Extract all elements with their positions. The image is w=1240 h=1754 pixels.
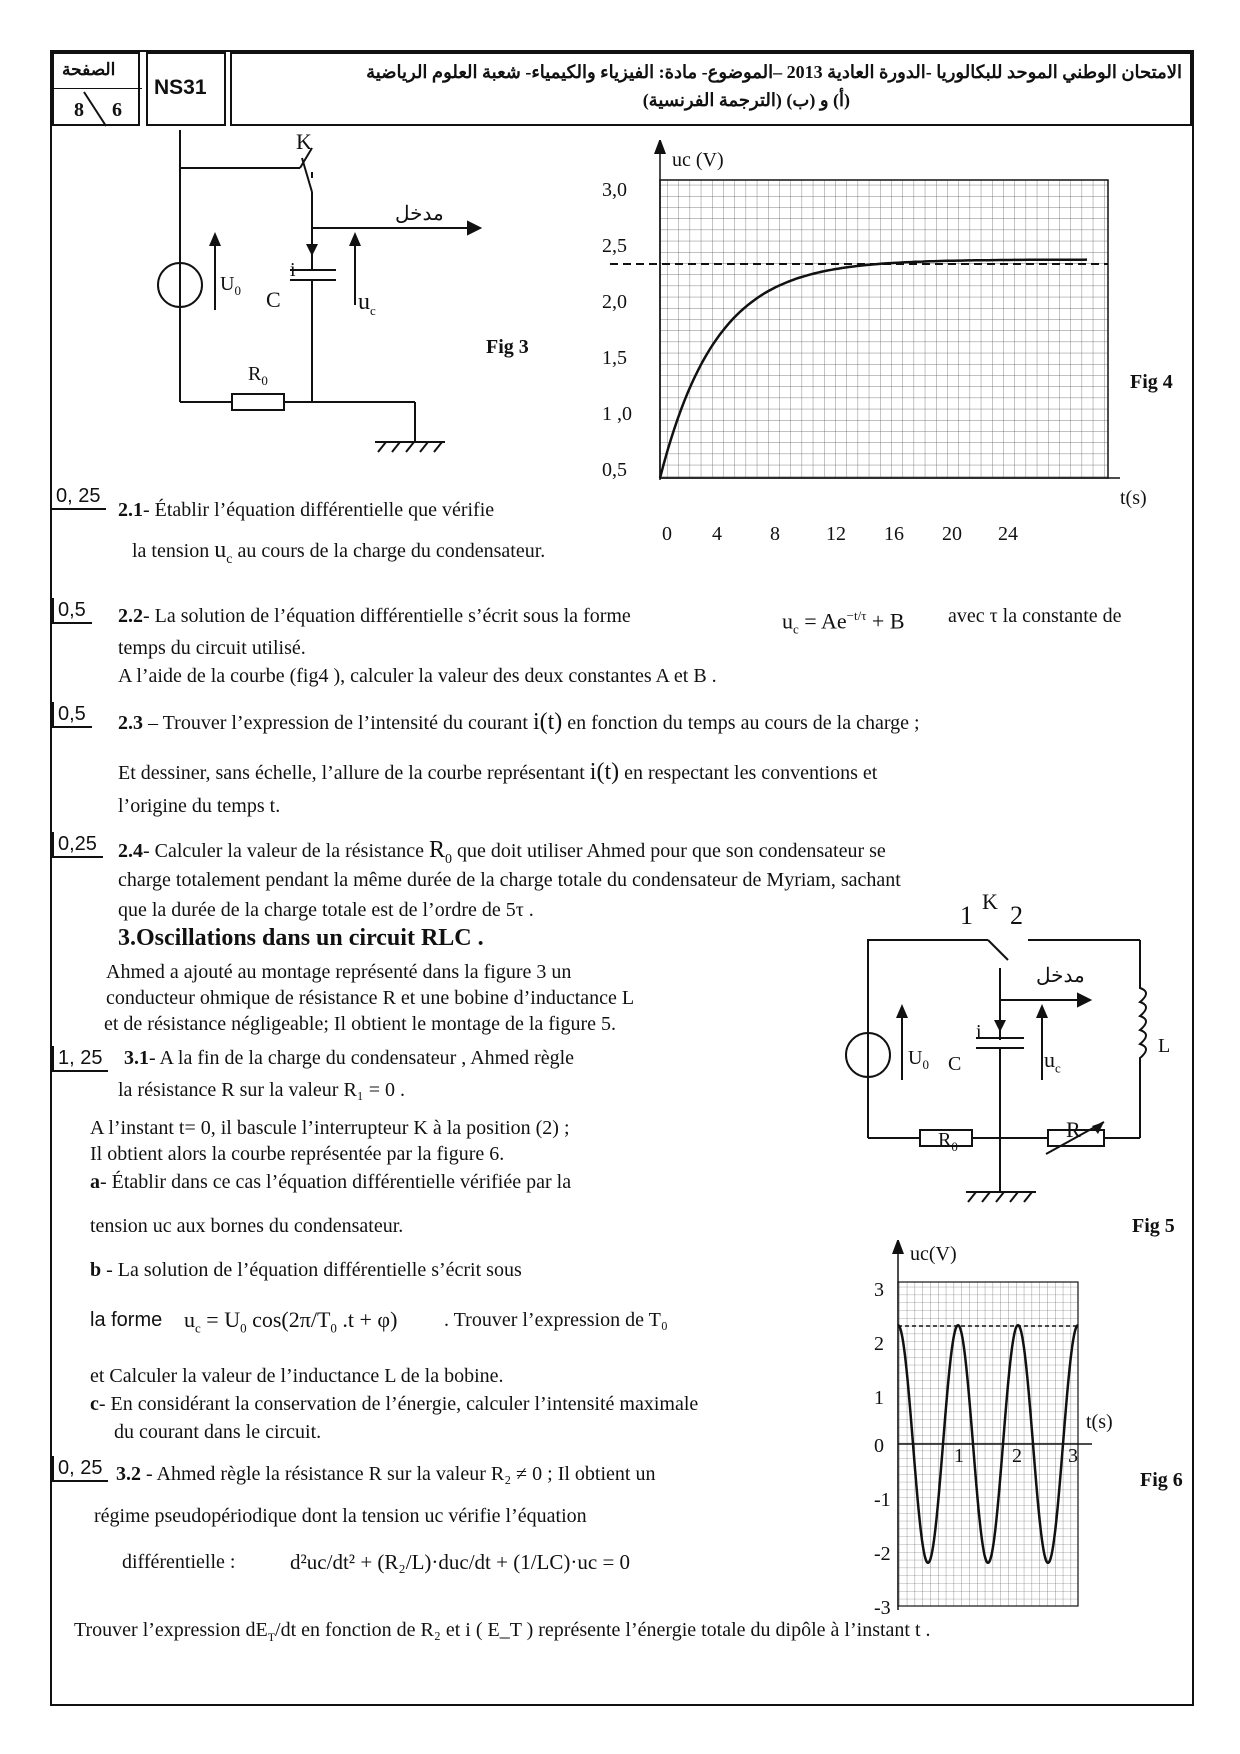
fig6-y-tick: 2 (874, 1333, 884, 1355)
section3-title: 3.Oscillations dans un circuit RLC . (118, 925, 484, 951)
q21-mark: 0, 25 (50, 484, 106, 510)
fig5-K: K (982, 889, 998, 914)
page-num: 6 (112, 99, 122, 121)
q32-equation: d²uc/dt² + (R₂/L)·duc/dt + (1/LC)·uc = 0 (290, 1550, 631, 1574)
q21-line1: 2.1- Établir l’équation différentielle que vérifie (118, 499, 495, 521)
fig4-y-tick: 1,5 (602, 347, 627, 369)
fig4-graph (600, 140, 1160, 540)
q24-line3: que la durée de la charge totale est de l’ordre de 5τ . (118, 899, 534, 921)
fig3-label: Fig 3 (486, 336, 529, 358)
fig5-L: L (1158, 1035, 1171, 1057)
fig4-label: Fig 4 (1130, 371, 1173, 393)
fig5-C: C (948, 1053, 962, 1075)
fig6-y-tick: 3 (874, 1279, 884, 1301)
fig6-y-tick: 0 (874, 1435, 884, 1457)
q21-line2: la tension $u_c$ au cours de la charge du condensateur. (132, 537, 546, 567)
fig6-y-tick: -2 (874, 1543, 891, 1565)
fig5-entry: مدخل (1036, 965, 1085, 987)
fig4-y-tick: 0,5 (602, 459, 627, 481)
fig4-y-tick: 2,5 (602, 235, 627, 257)
q32-line1: 3.2 - Ahmed règle la résistance R sur la valeur R₂ ≠ 0 ; Il obtient un (116, 1463, 656, 1485)
fig4-x-tick: 4 (712, 523, 722, 545)
section3-p3: et de résistance négligeable; Il obtient le montage de la figure 5. (104, 1013, 617, 1035)
fig5-label: Fig 5 (1132, 1215, 1175, 1237)
q31-c-line2: du courant dans le circuit. (114, 1421, 322, 1443)
fig6-y-tick: -1 (874, 1489, 891, 1511)
fig4-xlabel: t(s) (1120, 487, 1147, 509)
q22-mark: 0,5 (52, 598, 92, 624)
q22-line1: 2.2- La solution de l’équation différentielle s’écrit sous la forme (118, 605, 631, 627)
fig3-entry: مدخل (395, 203, 444, 225)
fig3-uc: $u_c$ (358, 289, 376, 318)
fig4-x-tick: 20 (942, 523, 962, 545)
fig4-x-tick: 12 (826, 523, 846, 545)
exam-title-line2: (أ) و (ب) (الترجمة الفرنسية) (642, 90, 850, 110)
fig3-i: i (290, 259, 296, 281)
fig6-y-tick: 1 (874, 1387, 884, 1409)
fig3-K: K (296, 129, 312, 154)
fig6-y-tick: -3 (874, 1597, 891, 1619)
q23-line1: 2.3 – Trouver l’expression de l’intensité du courant i(t) en fonction du temps au cours de la charge ; (118, 709, 920, 735)
q32-mark: 0, 25 (52, 1456, 108, 1482)
fig4-y-tick: 3,0 (602, 179, 627, 201)
q31-a: a- Établir dans ce cas l’équation différentielle vérifiée par la (90, 1171, 572, 1193)
fig4-ylabel: uc (V) (672, 149, 724, 171)
page-fraction-slash (54, 88, 142, 128)
fig4-x-tick: 8 (770, 523, 780, 545)
q22-after: avec τ la constante de (948, 605, 1122, 627)
q22-line2: temps du circuit utilisé. (118, 637, 306, 659)
fig6-xlabel: t(s) (1086, 1411, 1113, 1433)
q32-line3: différentielle : (122, 1551, 236, 1573)
q31-b: b - La solution de l’équation différentielle s’écrit sous (90, 1259, 522, 1281)
exam-code: NS31 (154, 76, 207, 99)
exam-title-box (230, 52, 1192, 126)
fig6-x-tick: 2 (1012, 1445, 1022, 1467)
section3-p2: conducteur ohmique de résistance R et une bobine d’inductance L (106, 987, 635, 1009)
fig5-pos1: 1 (960, 901, 973, 930)
fig4-x-tick: 16 (884, 523, 904, 545)
q31-c: c- En considérant la conservation de l’énergie, calculer l’intensité maximale (90, 1393, 699, 1415)
fig3-R0: $R_0$ (248, 363, 268, 388)
fig5-i: i (976, 1021, 982, 1043)
fig4-x-tick: 24 (998, 523, 1018, 545)
q23-line3: l’origine du temps t. (118, 795, 281, 817)
q31-line1: 3.1- A la fin de la charge du condensateur , Ahmed règle (124, 1047, 575, 1069)
q31-b-formula-pre: la forme (90, 1309, 163, 1331)
q31-b-line3: et Calculer la valeur de l’inductance L de la bobine. (90, 1365, 504, 1387)
q31-mark: 1, 25 (52, 1046, 108, 1072)
q31-line4: Il obtient alors la courbe représentée par la figure 6. (90, 1143, 505, 1165)
page-number-box (52, 52, 140, 126)
fig5-R: R (1066, 1117, 1081, 1142)
q31-b-after: . Trouver l’expression de T₀ (444, 1309, 668, 1331)
fig6-ylabel: uc(V) (910, 1243, 957, 1265)
q32-final: Trouver l’expression $dE_T/dt$ en fonction de R₂ et i ( E_T ) représente l’énergie totale du dipôle à l’instant t . (74, 1619, 931, 1644)
fig3-U0: $U_0$ (220, 273, 241, 298)
q22-formula: $u_c = Ae^{-t/\tau} + B$ (782, 608, 905, 637)
fig6-x-tick: 1 (954, 1445, 964, 1467)
fig5-pos2: 2 (1010, 901, 1023, 930)
fig4-y-tick: 2,0 (602, 291, 627, 313)
q31-line2: la résistance R sur la valeur R₁ = 0 . (118, 1079, 406, 1101)
q24-line1: 2.4- Calculer la valeur de la résistance $R_0$ que doit utiliser Ahmed pour que son condensateur se (118, 837, 886, 867)
fig3-C: C (266, 287, 281, 312)
fig5-R0: $R_0$ (938, 1129, 958, 1154)
q24-mark: 0,25 (52, 832, 103, 858)
q32-line2: régime pseudopériodique dont la tension uc vérifie l’équation (94, 1505, 587, 1527)
page-label: الصفحة (62, 60, 116, 79)
q23-line2: Et dessiner, sans échelle, l’allure de la courbe représentant i(t) en respectant les conventions et (118, 759, 878, 785)
fig4-x-tick: 0 (662, 523, 672, 545)
page-total: 8 (74, 99, 84, 121)
q31-a-line2: tension uc aux bornes du condensateur. (90, 1215, 404, 1237)
section3-p1: Ahmed a ajouté au montage représenté dans la figure 3 un (106, 961, 572, 983)
q31-b-formula: $u_c = U_0$ $\cos(2\pi/T_0$ .t + φ) (184, 1307, 398, 1336)
exam-code-box (146, 52, 226, 126)
fig5-circuit (840, 920, 1180, 1250)
fig6-label: Fig 6 (1140, 1469, 1183, 1491)
fig5-U0: $U_0$ (908, 1047, 929, 1072)
fig6-x-tick: 3 (1068, 1445, 1078, 1467)
fig5-uc: $u_c$ (1044, 1047, 1061, 1076)
q23-mark: 0,5 (52, 702, 92, 728)
q31-line3: A l’instant t= 0, il bascule l’interrupteur K à la position (2) ; (90, 1117, 570, 1139)
q22-line3: A l’aide de la courbe (fig4 ), calculer la valeur des deux constantes A et B . (118, 665, 717, 687)
q24-line2: charge totalement pendant la même durée de la charge totale du condensateur de Myriam, sachant (118, 869, 901, 891)
exam-title-line1: الامتحان الوطني الموحد للبكالوريا -الدورة العادية 2013 –الموضوع- مادة: الفيزياء والكيمياء- شعبة العلوم الرياضية (366, 62, 1182, 82)
fig4-y-tick: 1 ,0 (602, 403, 632, 425)
